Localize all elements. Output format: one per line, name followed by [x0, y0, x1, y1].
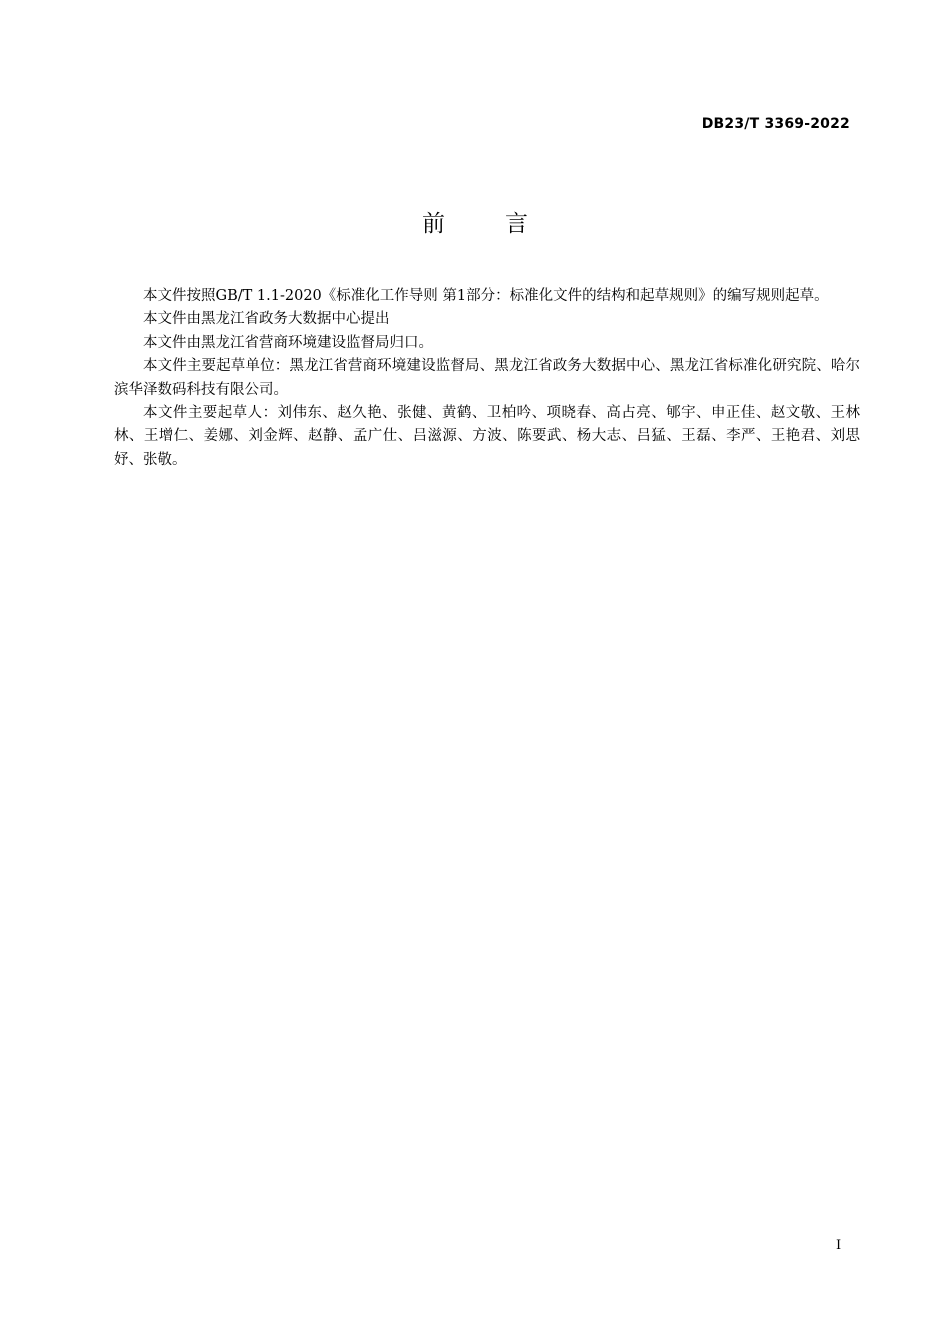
paragraph-administrator: 本文件由黑龙江省营商环境建设监督局归口。 [143, 334, 433, 351]
paragraph-proposer: 本文件由黑龙江省政务大数据中心提出 [143, 311, 390, 328]
document-code: DB23/T 3369-2022 [701, 116, 850, 132]
paragraph-drafting-rules: 本文件按照GB/T 1.1-2020《标准化工作导则 第1部分：标准化文件的结构和起草规则》的编写规则起草。 [143, 288, 829, 304]
paragraph-drafters: 本文件主要起草人：刘伟东、赵久艳、张健、黄鹤、卫柏吟、项晓春、高占亮、郇宇、申正佳、赵文敬、王林林、王增仁、姜娜、刘金辉、赵静、孟广仕、吕滋源、方波、陈要武、杨大志、吕猛、王磊、李严、王艳君、刘思妤、张敬。 [114, 405, 860, 468]
foreword-body [114, 285, 860, 472]
page-title: 前言 [422, 211, 588, 237]
paragraph-drafting-units: 本文件主要起草单位：黑龙江省营商环境建设监督局、黑龙江省政务大数据中心、黑龙江省标准化研究院、哈尔滨华泽数码科技有限公司。 [114, 358, 860, 398]
page-number: I [836, 1238, 842, 1253]
